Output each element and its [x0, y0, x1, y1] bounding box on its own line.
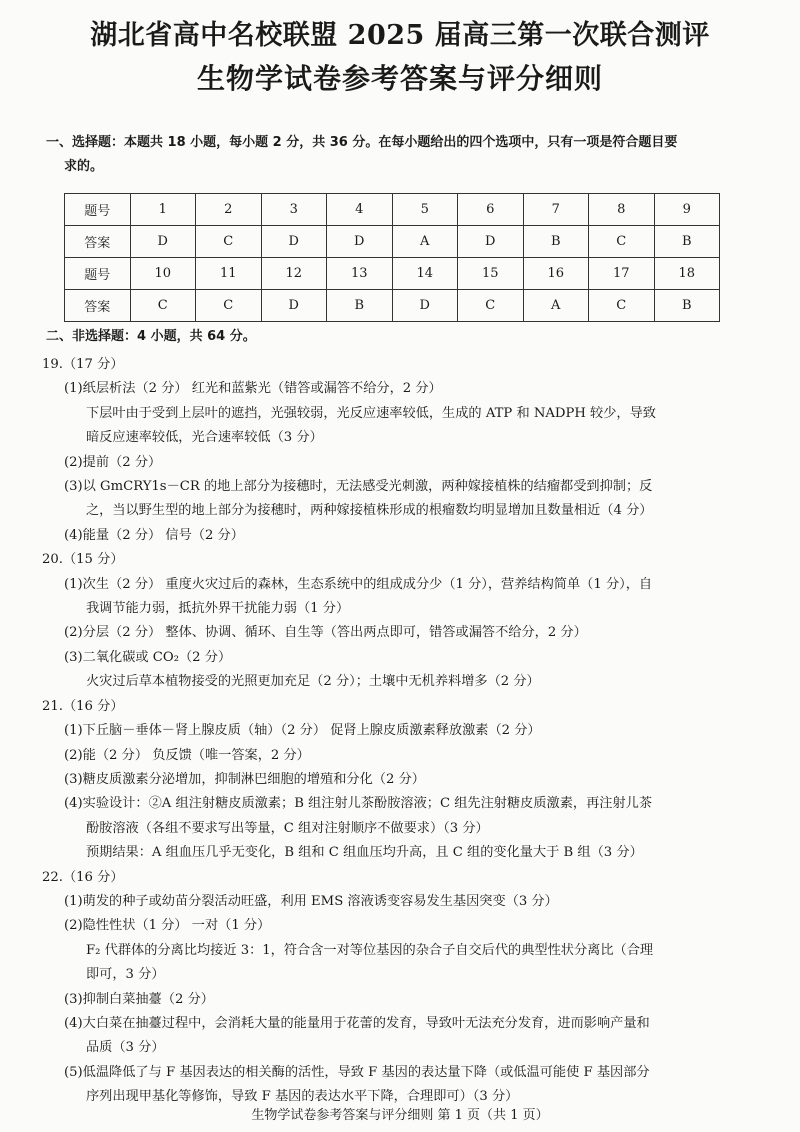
table-cell: C — [196, 226, 262, 258]
table-cell: B — [654, 290, 720, 322]
section-1-line-1: 一、选择题：本题共 18 小题，每小题 2 分，共 36 分。在每小题给出的四个选项中，只有一项是符合题目要 — [46, 135, 678, 150]
table-cell: 5 — [392, 194, 458, 226]
table-row — [65, 226, 720, 258]
table-cell: D — [261, 226, 327, 258]
table-row — [65, 258, 720, 290]
table-cell: C — [589, 226, 655, 258]
table-cell: 4 — [327, 194, 393, 226]
answer-line: (3)抑制白菜抽薹（2 分） — [64, 991, 214, 1007]
table-row-label: 题号 — [65, 258, 131, 290]
answer-line: (4)能量（2 分） 信号（2 分） — [64, 527, 244, 543]
table-cell: 3 — [261, 194, 327, 226]
answer-line: (1)纸层析法（2 分） 红光和蓝紫光（错答或漏答不给分，2 分） — [64, 381, 442, 397]
question-heading: 19.（17 分） — [42, 357, 124, 372]
answer-line: 暗反应速率较低，光合速率较低（3 分） — [86, 430, 323, 446]
table-cell: 11 — [196, 258, 262, 290]
answer-line: 酚胺溶液（各组不要求写出等量，C 组对注射顺序不做要求）（3 分） — [86, 820, 489, 836]
page-footer: 生物学试卷参考答案与评分细则 第 1 页（共 1 页） — [251, 1108, 549, 1123]
answer-line: (1)次生（2 分） 重度火灾过后的森林，生态系统中的组成成分少（1 分），营养结构简单（1 分），自 — [64, 576, 653, 592]
question-heading: 22.（16 分） — [42, 869, 124, 885]
answer-line: 预期结果：A 组血压几乎无变化，B 组和 C 组血压均升高，且 C 组的变化量大于 B 组（3 分） — [86, 845, 643, 861]
question-heading: 20.（15 分） — [42, 552, 124, 568]
section-2-heading: 二、非选择题：4 小题，共 64 分。 — [46, 329, 256, 344]
table-cell: B — [654, 226, 720, 258]
answer-line: 序列出现甲基化等修饰，导致 F 基因的表达水平下降，合理即可）（3 分） — [86, 1089, 519, 1105]
table-cell: 13 — [327, 258, 393, 290]
table-cell: C — [196, 290, 262, 322]
answer-line: 之，当以野生型的地上部分为接穗时，两种嫁接植株形成的根瘤数均明显增加且数量相近（4 分） — [86, 503, 653, 519]
document-subtitle: 生物学试卷参考答案与评分细则 — [196, 62, 603, 95]
table-cell: A — [392, 226, 458, 258]
table-cell: C — [130, 290, 196, 322]
answer-details — [42, 353, 754, 1110]
answer-line: 火灾过后草本植物接受的光照更加充足（2 分）；土壤中无机养料增多（2 分） — [86, 674, 540, 690]
answer-line: (1)下丘脑－垂体－肾上腺皮质（轴）（2 分） 促肾上腺皮质激素释放激素（2 分） — [64, 723, 541, 739]
question-heading: 21.（16 分） — [42, 698, 124, 714]
answer-line: 我调节能力弱，抵抗外界干扰能力弱（1 分） — [86, 601, 350, 617]
answer-line: F₂ 代群体的分离比均接近 3：1，符合含一对等位基因的杂合子自交后代的典型性状分离比（合理 — [86, 942, 654, 958]
answer-line: (3)以 GmCRY1s－CR 的地上部分为接穗时，无法感受光刺激，两种嫁接植株的结瘤都受到抑制；反 — [64, 479, 653, 495]
table-cell: B — [327, 290, 393, 322]
table-cell: 18 — [654, 258, 720, 290]
answer-table — [64, 193, 720, 322]
section-1-line-2: 求的。 — [64, 159, 104, 174]
table-cell: C — [458, 290, 524, 322]
table-cell: 16 — [523, 258, 589, 290]
document-title: 湖北省高中名校联盟 2025 届高三第一次联合测评 — [90, 20, 710, 51]
table-cell: B — [523, 226, 589, 258]
table-row — [65, 290, 720, 322]
table-cell: 10 — [130, 258, 196, 290]
table-cell: 9 — [654, 194, 720, 226]
answer-line: 品质（3 分） — [86, 1040, 165, 1056]
table-cell: D — [458, 226, 524, 258]
table-cell: 6 — [458, 194, 524, 226]
table-cell: 17 — [589, 258, 655, 290]
answer-line: (2)能（2 分） 负反馈（唯一答案，2 分） — [64, 747, 310, 763]
table-cell: 7 — [523, 194, 589, 226]
answer-line: (2)分层（2 分） 整体、协调、循环、自生等（答出两点即可，错答或漏答不给分，2 分） — [64, 625, 587, 641]
answer-line: (3)糖皮质激素分泌增加，抑制淋巴细胞的增殖和分化（2 分） — [64, 771, 425, 787]
table-cell: C — [589, 290, 655, 322]
answer-line: (2)隐性性状（1 分） 一对（1 分） — [64, 918, 271, 934]
answer-line: 即可，3 分） — [86, 967, 165, 983]
table-cell: A — [523, 290, 589, 322]
table-row-label: 答案 — [65, 290, 131, 322]
table-row — [65, 194, 720, 226]
table-cell: 12 — [261, 258, 327, 290]
answer-line: (4)实验设计：②A 组注射糖皮质激素；B 组注射儿茶酚胺溶液；C 组先注射糖皮质激素，再注射儿茶 — [64, 796, 653, 812]
table-cell: D — [261, 290, 327, 322]
table-cell: D — [130, 226, 196, 258]
answer-line: (1)萌发的种子或幼苗分裂活动旺盛，利用 EMS 溶液诱变容易发生基因突变（3 分） — [64, 893, 558, 909]
table-cell: 14 — [392, 258, 458, 290]
table-row-label: 答案 — [65, 226, 131, 258]
table-cell: 8 — [589, 194, 655, 226]
table-cell: D — [327, 226, 393, 258]
answer-line: (2)提前（2 分） — [64, 454, 162, 470]
section-1-heading — [46, 131, 746, 179]
answer-line: (5)低温降低了与 F 基因表达的相关酶的活性，导致 F 基因的表达量下降（或低温可能使 F 基因部分 — [64, 1064, 650, 1080]
answer-line: 下层叶由于受到上层叶的遮挡，光强较弱，光反应速率较低，生成的 ATP 和 NADPH 较少，导致 — [86, 405, 656, 421]
table-cell: 1 — [130, 194, 196, 226]
table-cell: 15 — [458, 258, 524, 290]
table-row-label: 题号 — [65, 194, 131, 226]
table-cell: 2 — [196, 194, 262, 226]
table-cell: D — [392, 290, 458, 322]
answer-line: (3)二氧化碳或 CO₂（2 分） — [64, 649, 232, 665]
answer-line: (4)大白菜在抽薹过程中，会消耗大量的能量用于花蕾的发育，导致叶无法充分发育，进而影响产量和 — [64, 1015, 650, 1031]
